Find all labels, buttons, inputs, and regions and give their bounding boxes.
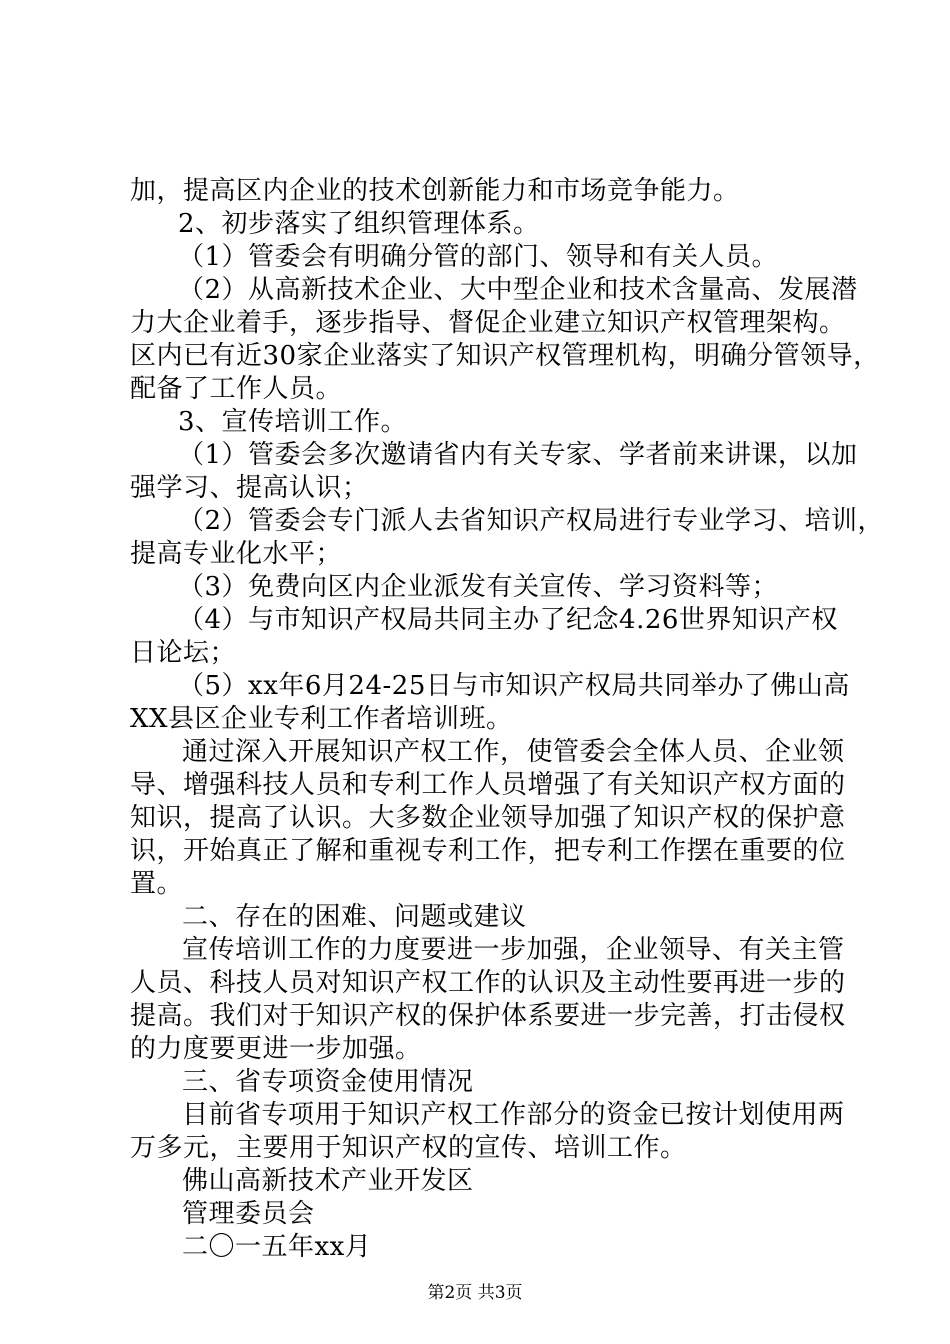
text-line: XX县区企业专利工作者培训班。: [130, 704, 513, 734]
signature-date: 二〇一五年xx月: [182, 1232, 372, 1262]
signature-committee: 管理委员会: [182, 1199, 315, 1229]
text-line: 目前省专项用于知识产权工作部分的资金已按计划使用两: [182, 1100, 845, 1130]
text-line: 万多元，主要用于知识产权的宣传、培训工作。: [130, 1133, 687, 1163]
text-line: 宣传培训工作的力度要进一步加强，企业领导、有关主管: [182, 935, 845, 965]
text-line: （2）从高新技术企业、大中型企业和技术含量高、发展潜: [178, 275, 858, 305]
signature-organization: 佛山高新技术产业开发区: [182, 1166, 474, 1196]
page-number-footer: 第2页 共3页: [427, 1283, 523, 1303]
text-line: 人员、科技人员对知识产权工作的认识及主动性要再进一步的: [130, 968, 846, 998]
text-line: 提高。我们对于知识产权的保护体系要进一步完善，打击侵权: [130, 1001, 846, 1031]
text-line: （1）管委会多次邀请省内有关专家、学者前来讲课，以加: [178, 440, 858, 470]
text-line: （1）管委会有明确分管的部门、领导和有关人员。: [178, 242, 779, 272]
text-line: 2、初步落实了组织管理体系。: [178, 209, 540, 239]
section-heading: 三、省专项资金使用情况: [182, 1067, 474, 1097]
text-line: （5）xx年6月24-25日与市知识产权局共同举办了佛山高: [178, 671, 850, 701]
text-line: 日论坛；: [130, 638, 237, 668]
text-line: 加，提高区内企业的技术创新能力和市场竞争能力。: [130, 176, 740, 206]
text-line: （2）管委会专门派人去省知识产权局进行专业学习、培训，: [178, 506, 885, 536]
text-line: 区内已有近30家企业落实了知识产权管理机构，明确分管领导，: [130, 341, 880, 371]
text-line: 知识，提高了认识。大多数企业领导加强了知识产权的保护意: [130, 803, 846, 833]
text-line: （4）与市知识产权局共同主办了纪念4.26世界知识产权: [178, 605, 838, 635]
text-line: 3、宣传培训工作。: [178, 407, 408, 437]
text-line: 力大企业着手，逐步指导、督促企业建立知识产权管理架构。: [130, 308, 846, 338]
section-heading: 二、存在的困难、问题或建议: [182, 902, 527, 932]
text-line: 识，开始真正了解和重视专利工作，把专利工作摆在重要的位: [130, 836, 846, 866]
text-line: 置。: [130, 869, 184, 899]
text-line: 通过深入开展知识产权工作，使管委会全体人员、企业领: [182, 737, 845, 767]
text-line: 提高专业化水平；: [130, 539, 343, 569]
text-line: 导、增强科技人员和专利工作人员增强了有关知识产权方面的: [130, 770, 846, 800]
text-line: 的力度要更进一步加强。: [130, 1034, 422, 1064]
text-line: （3）免费向区内企业派发有关宣传、学习资料等；: [178, 572, 779, 602]
text-line: 强学习、提高认识；: [130, 473, 369, 503]
text-line: 配备了工作人员。: [130, 374, 343, 404]
